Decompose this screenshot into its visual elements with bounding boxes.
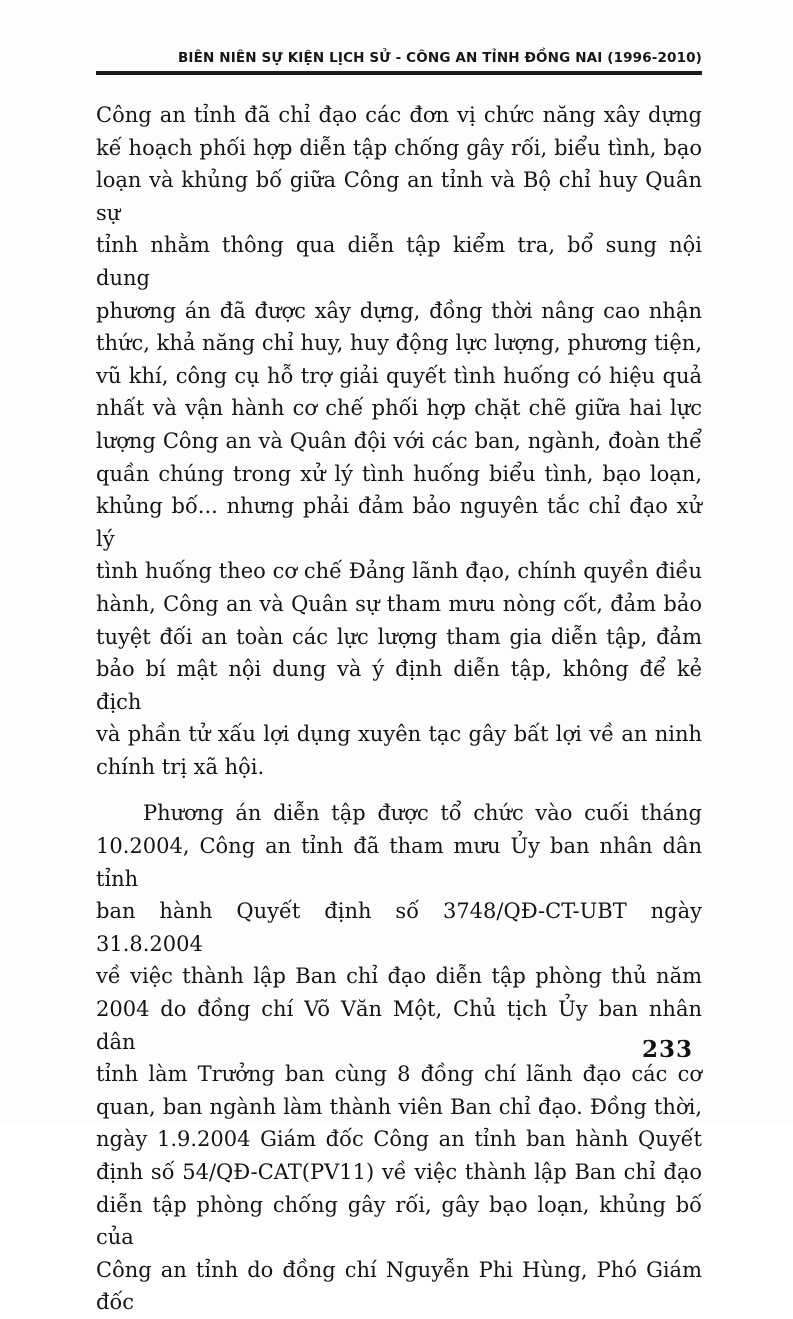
header-title: BIÊN NIÊN SỰ KIỆN LỊCH SỬ - CÔNG AN TỈNH ĐỒNG NAI (1996-2010) [177, 50, 702, 66]
text-line: chính trị xã hội. [96, 754, 265, 779]
text-line: định số 54/QĐ-CAT(PV11) về việc thành lập Ban chỉ đạo [96, 1160, 702, 1184]
paragraph [96, 797, 702, 1319]
text-line: quần chúng trong xử lý tình huống biểu tình, bạo loạn, [96, 461, 702, 486]
text-line: ngày 1.9.2004 Giám đốc Công an tỉnh ban hành Quyết [96, 1127, 702, 1152]
text-line: khủng bố... nhưng phải đảm bảo nguyên tắc chỉ đạo xử lý [96, 494, 702, 551]
text-line: thức, khả năng chỉ huy, huy động lực lượng, phương tiện, [96, 331, 702, 356]
page-body [96, 99, 702, 1319]
text-line: diễn tập phòng chống gây rối, gây bạo loạn, khủng bố của [96, 1192, 702, 1250]
text-line: quan, ban ngành làm thành viên Ban chỉ đạo. Đồng thời, [96, 1094, 702, 1119]
text-line: tuyệt đối an toàn các lực lượng tham gia diễn tập, đảm [96, 624, 702, 649]
text-line: về việc thành lập Ban chỉ đạo diễn tập phòng thủ năm [96, 964, 702, 989]
text-line: tỉnh nhằm thông qua diễn tập kiểm tra, bổ sung nội dung [96, 233, 702, 290]
text-line: 2004 do đồng chí Võ Văn Một, Chủ tịch Ủy ban nhân dân [96, 997, 702, 1054]
text-line: lượng Công an và Quân đội với các ban, ngành, đoàn thể [96, 428, 702, 453]
text-line: loạn và khủng bố giữa Công an tỉnh và Bộ chỉ huy Quân sự [96, 168, 702, 225]
text-line: vũ khí, công cụ hỗ trợ giải quyết tình huống có hiệu quả [96, 363, 702, 388]
header-rule [96, 71, 702, 75]
paragraph [96, 99, 702, 783]
text-line: Phương án diễn tập được tổ chức vào cuối tháng [143, 801, 702, 826]
text-line: Công an tỉnh đã chỉ đạo các đơn vị chức năng xây dựng [96, 103, 702, 127]
page-number: 233 [641, 1036, 693, 1063]
text-line: hành, Công an và Quân sự tham mưu nòng cốt, đảm bảo [96, 591, 702, 616]
text-line: bảo bí mật nội dung và ý định diễn tập, không để kẻ địch [96, 657, 702, 714]
text-line: tỉnh làm Trưởng ban cùng 8 đồng chí lãnh đạo các cơ [96, 1062, 702, 1087]
text-line: nhất và vận hành cơ chế phối hợp chặt chẽ giữa hai lực [96, 396, 702, 421]
text-line: ban hành Quyết định số 3748/QĐ-CT-UBT ngày 31.8.2004 [96, 899, 702, 956]
running-header [96, 50, 702, 75]
text-line: kế hoạch phối hợp diễn tập chống gây rối, biểu tình, bạo [96, 135, 702, 160]
text-line: tình huống theo cơ chế Đảng lãnh đạo, chính quyền điều [96, 559, 702, 584]
text-line: 10.2004, Công an tỉnh đã tham mưu Ủy ban nhân dân tỉnh [96, 834, 702, 891]
text-line: Công an tỉnh do đồng chí Nguyễn Phi Hùng, Phó Giám đốc [96, 1257, 702, 1315]
text-line: phương án đã được xây dựng, đồng thời nâng cao nhận [96, 298, 702, 323]
text-line: và phần tử xấu lợi dụng xuyên tạc gây bất lợi về an ninh [96, 722, 702, 747]
